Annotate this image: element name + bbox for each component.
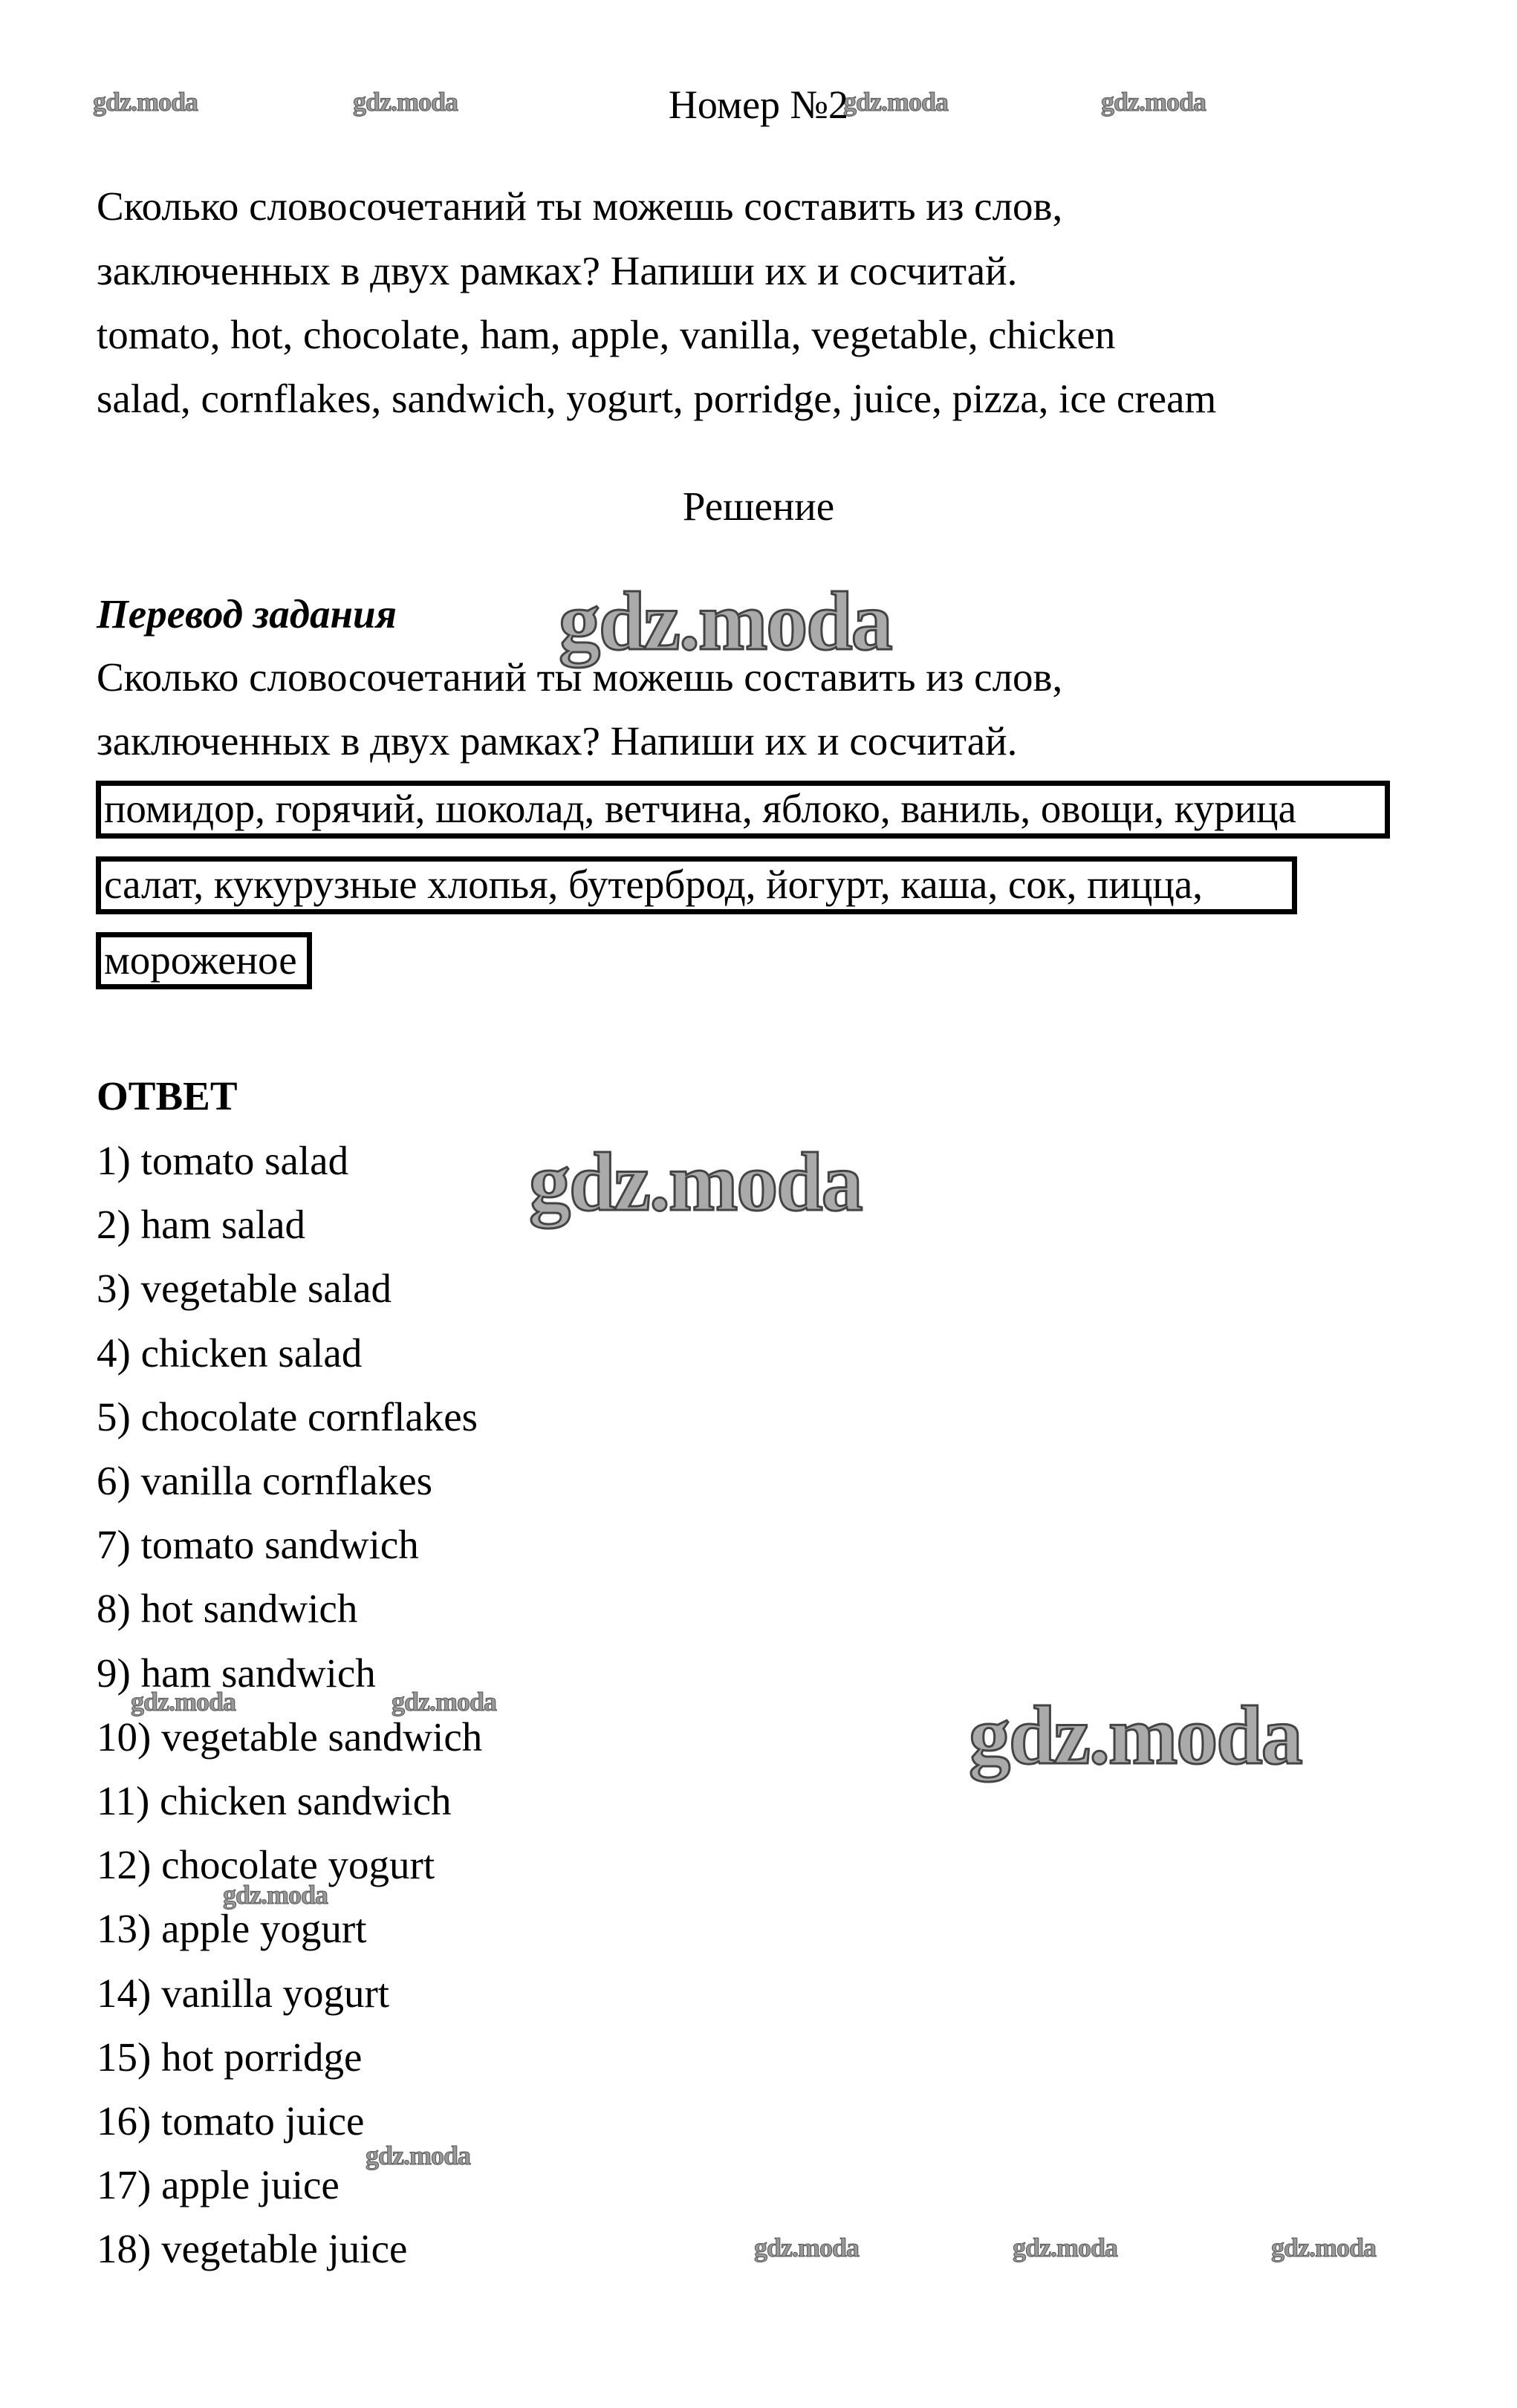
word-box-text: салат, кукурузные хлопья, бутерброд, йогурт, каша, сок, пицца, [104, 862, 1203, 907]
task-line: заключенных в двух рамках? Напиши их и сосчитай. [97, 248, 1018, 293]
watermark: gdz.moda [366, 2141, 471, 2170]
watermark: gdz.moda [223, 1880, 328, 1910]
answer-item: 6) vanilla cornflakes [97, 1458, 433, 1503]
answer-heading: ОТВЕТ [97, 1073, 238, 1119]
answer-item: 16) tomato juice [97, 2098, 365, 2144]
watermark: gdz.moda [754, 2233, 860, 2262]
watermark: gdz.moda [93, 87, 198, 117]
answer-item: 10) vegetable sandwich [97, 1714, 483, 1760]
task-line: salad, cornflakes, sandwich, yogurt, porridge, juice, pizza, ice cream [97, 376, 1217, 421]
page-title: Номер №2 [668, 82, 849, 127]
watermark: gdz.moda [353, 87, 458, 117]
word-box [96, 781, 1390, 839]
translation-line: Сколько словосочетаний ты можешь составить из слов, [97, 654, 1063, 700]
word-box-text: мороженое [104, 937, 297, 983]
watermark: gdz.moda [1271, 2233, 1377, 2262]
solution-heading: Решение [682, 484, 835, 529]
answer-item: 8) hot sandwich [97, 1586, 358, 1632]
answer-item: 14) vanilla yogurt [97, 1970, 390, 2016]
watermark-large: gdz.moda [529, 1136, 862, 1229]
answer-item: 15) hot porridge [97, 2034, 363, 2080]
answer-item: 17) apple juice [97, 2162, 340, 2208]
answer-item: 11) chicken sandwich [97, 1778, 452, 1823]
answer-item: 18) vegetable juice [97, 2226, 408, 2272]
translation-heading: Перевод задания [97, 591, 397, 637]
answer-item: 2) ham salad [97, 1202, 306, 1248]
answer-item: 9) ham sandwich [97, 1650, 376, 1696]
translation-line: заключенных в двух рамках? Напиши их и сосчитай. [97, 718, 1018, 764]
answer-item: 13) apple yogurt [97, 1906, 367, 1952]
answer-item: 4) chicken salad [97, 1330, 363, 1376]
answer-item: 7) tomato sandwich [97, 1522, 419, 1568]
watermark-large: gdz.moda [559, 576, 891, 668]
answer-item: 5) chocolate cornflakes [97, 1393, 478, 1439]
watermark-large: gdz.moda [969, 1690, 1302, 1782]
watermark: gdz.moda [1101, 87, 1206, 117]
watermark: gdz.moda [1013, 2233, 1118, 2262]
task-line: Сколько словосочетаний ты можешь составить из слов, [97, 183, 1063, 229]
watermark: gdz.moda [843, 87, 949, 117]
watermark: gdz.moda [392, 1687, 497, 1716]
answer-item: 12) chocolate yogurt [97, 1842, 435, 1888]
watermark: gdz.moda [131, 1687, 236, 1716]
answer-item: 3) vegetable salad [97, 1266, 392, 1312]
task-line: tomato, hot, chocolate, ham, apple, vanilla, vegetable, chicken [97, 312, 1116, 357]
word-box-text: помидор, горячий, шоколад, ветчина, яблоко, ваниль, овощи, курица [104, 786, 1296, 831]
word-box [96, 932, 312, 989]
answer-item: 1) tomato salad [97, 1138, 349, 1183]
word-box [96, 856, 1297, 914]
